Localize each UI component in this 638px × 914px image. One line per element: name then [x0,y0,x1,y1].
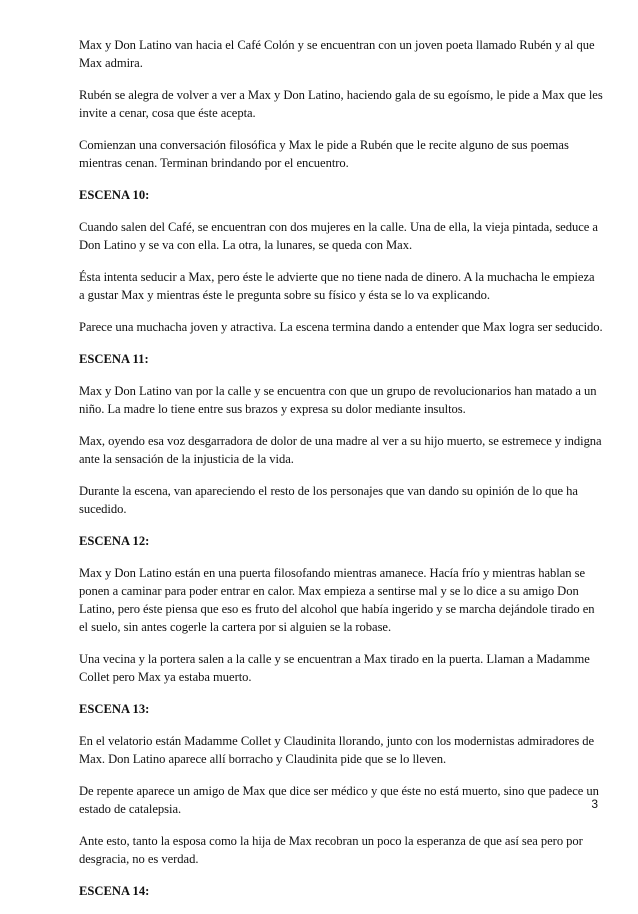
paragraph: Rubén se alegra de volver a ver a Max y Don Latino, haciendo gala de su egoísmo, le pide a Max que les invite a cenar, cosa que éste acepta. [79,88,603,120]
paragraph: Max y Don Latino van hacia el Café Colón y se encuentran con un joven poeta llamado Rubén y al que Max admira. [79,38,595,70]
page-number: 3 [591,797,598,811]
document-body [79,36,603,914]
paragraph: Parece una muchacha joven y atractiva. La escena termina dando a entender que Max logra ser seducido. [79,320,603,334]
paragraph: Max y Don Latino están en una puerta filosofando mientras amanece. Hacía frío y mientras hablan se ponen a caminar para poder entrar en calor. Max empieza a sentirse mal y se lo dice a su amigo Don Latino, pero éste piensa que eso es fruto del alcohol que había ingerido y se marcha dejándole tirado en el suelo, sin antes cogerle la cartera por si alguien se la robase. [79,566,595,634]
scene-heading: ESCENA 10: [79,188,150,202]
paragraph: Ante esto, tanto la esposa como la hija de Max recobran un poco la esperanza de que así sea pero por desgracia, no es verdad. [79,834,583,866]
scene-heading: ESCENA 14: [79,884,150,898]
paragraph: De repente aparece un amigo de Max que dice ser médico y que éste no está muerto, sino que padece un estado de catalepsia. [79,784,599,816]
paragraph: Cuando salen del Café, se encuentran con dos mujeres en la calle. Una de ella, la vieja pintada, seduce a Don Latino y se va con ella. La otra, la lunares, se queda con Max. [79,220,598,252]
paragraph: Comienzan una conversación filosófica y Max le pide a Rubén que le recite alguno de sus poemas mientras cenan. Terminan brindando por el encuentro. [79,138,569,170]
paragraph: En el velatorio están Madamme Collet y Claudinita llorando, junto con los modernistas admiradores de Max. Don Latino aparece allí borracho y Claudinita pide que se lo lleven. [79,734,595,766]
scene-heading: ESCENA 12: [79,534,150,548]
paragraph: Una vecina y la portera salen a la calle y se encuentran a Max tirado en la puerta. Llaman a Madamme Collet pero Max ya estaba muerto. [79,652,590,684]
paragraph: Durante la escena, van apareciendo el resto de los personajes que van dando su opinión de lo que ha sucedido. [79,484,578,516]
paragraph: Max, oyendo esa voz desgarradora de dolor de una madre al ver a su hijo muerto, se estremece y indigna ante la sensación de la injusticia de la vida. [79,434,602,466]
paragraph: Ésta intenta seducir a Max, pero éste le advierte que no tiene nada de dinero. A la muchacha le empieza a gustar Max y mientras éste le pregunta sobre su físico y ésta se lo va explicando. [79,270,595,302]
scene-heading: ESCENA 13: [79,702,150,716]
paragraph: Max y Don Latino van por la calle y se encuentra con que un grupo de revolucionarios han matado a un niño. La madre lo tiene entre sus brazos y expresa su dolor mediante insultos. [79,384,597,416]
scene-heading: ESCENA 11: [79,352,149,366]
